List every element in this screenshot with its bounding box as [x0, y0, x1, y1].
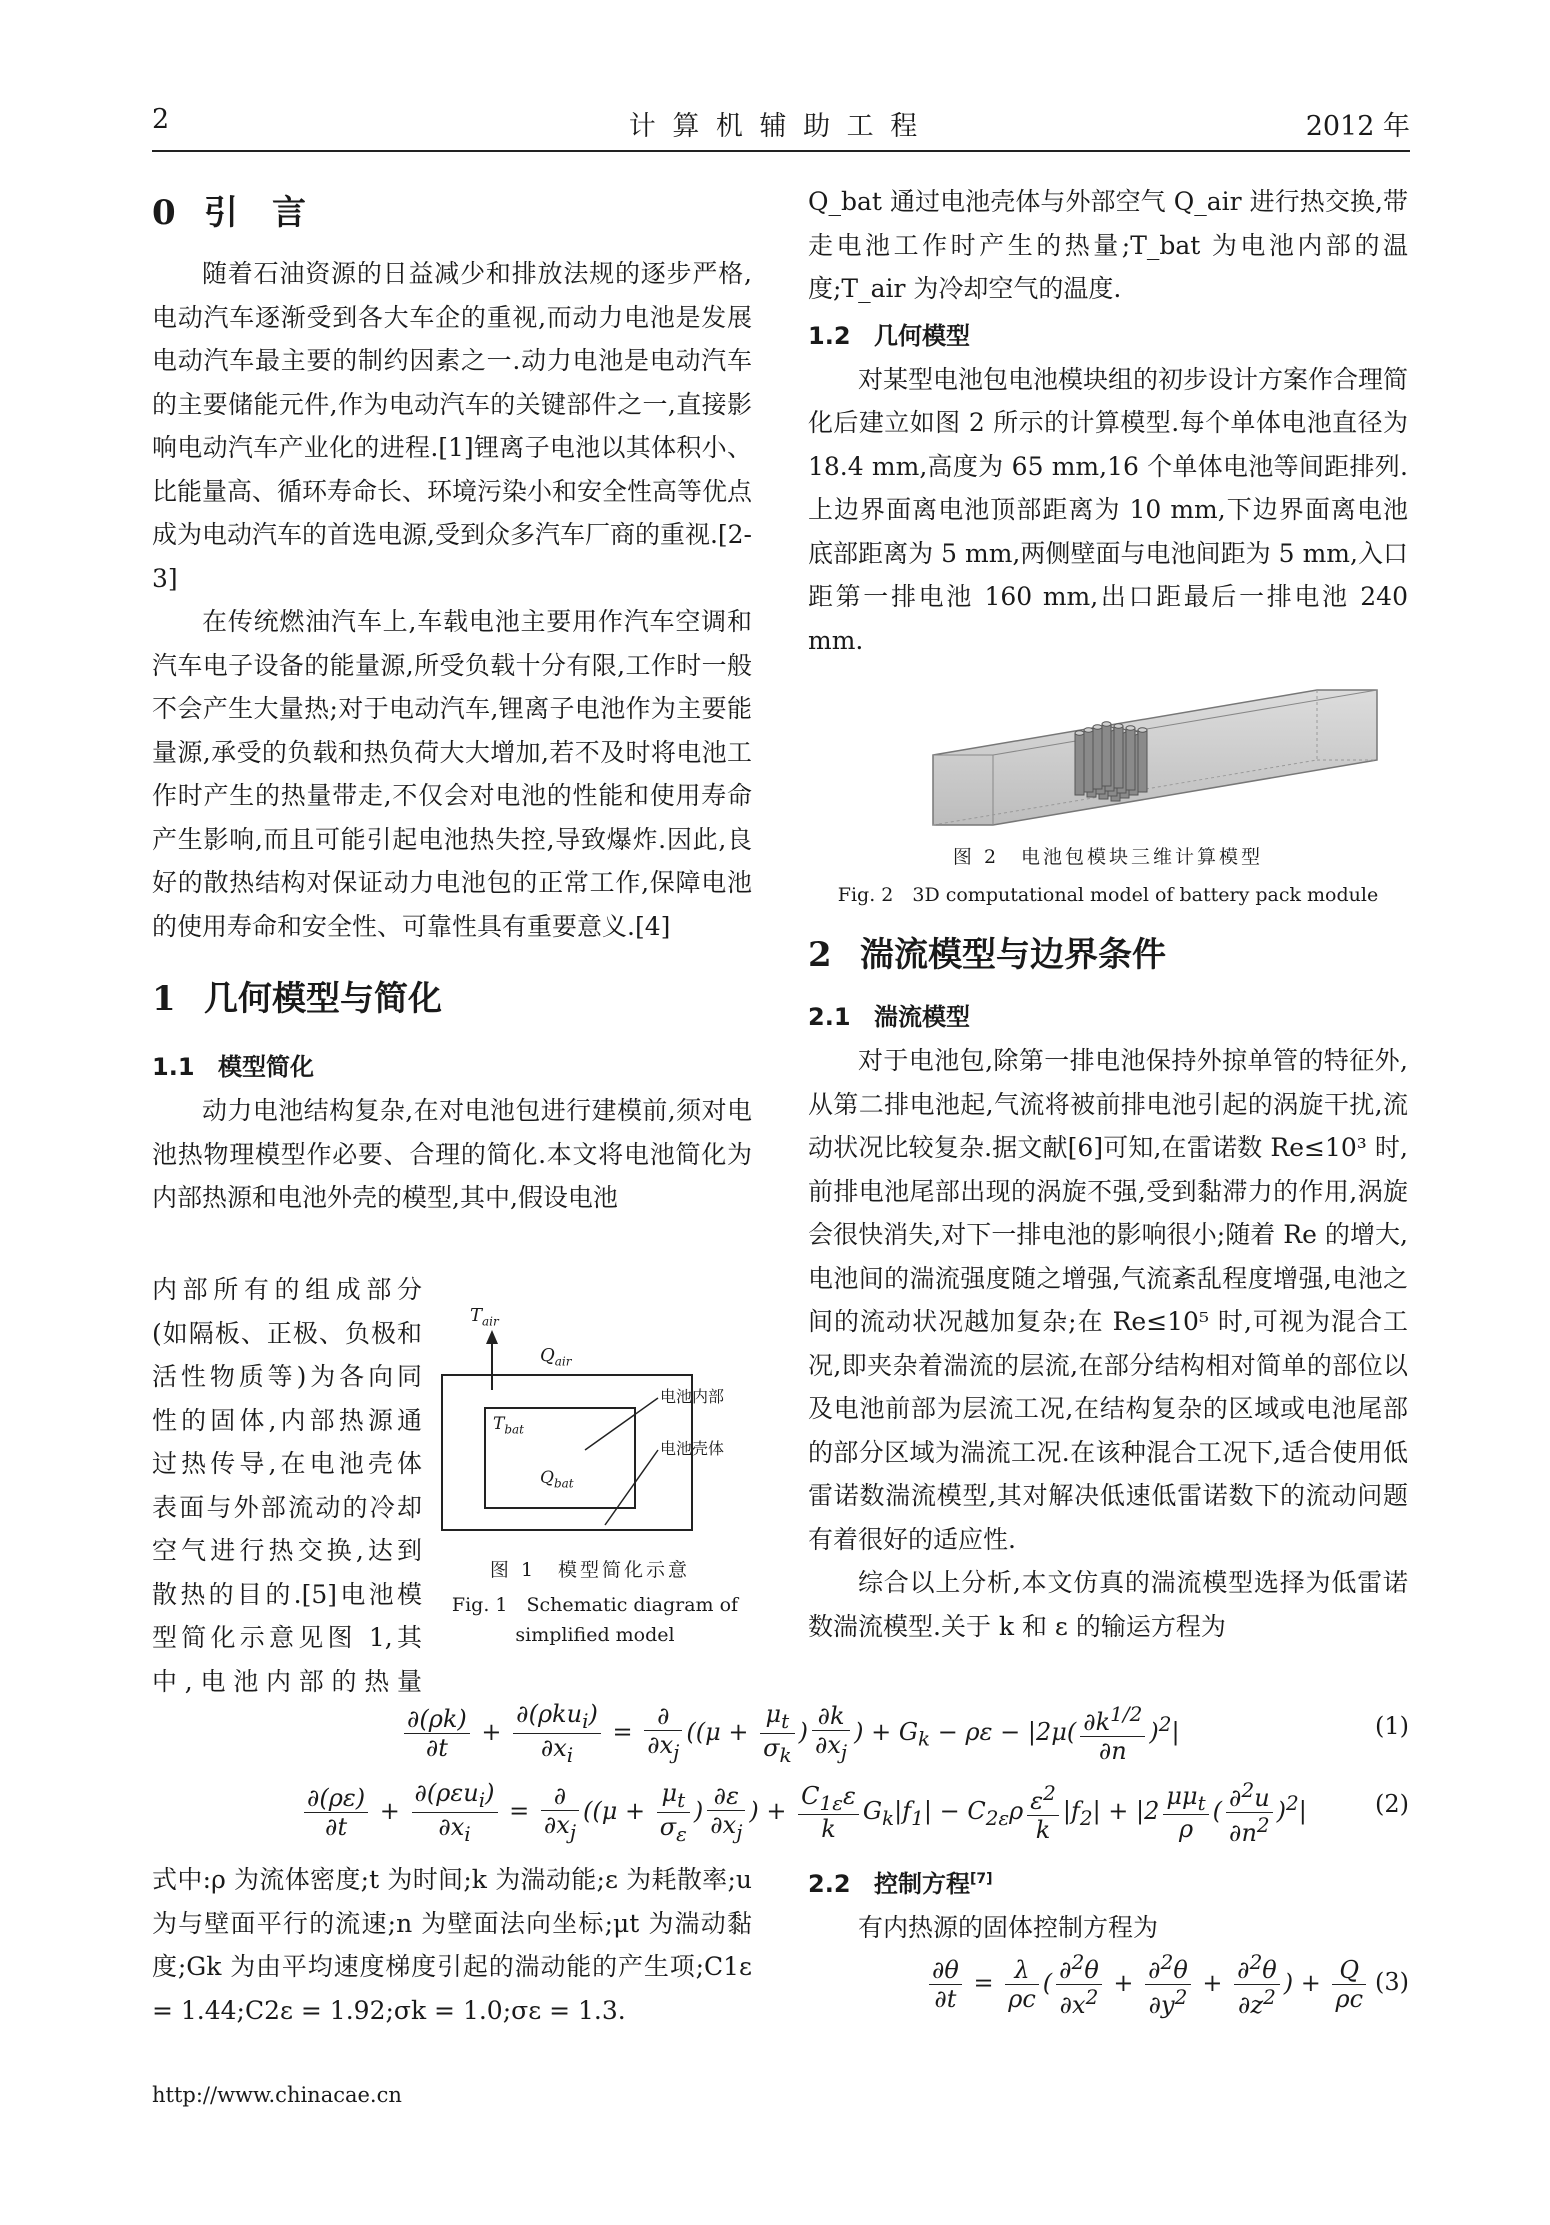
model-simplification-paragraph: 动力电池结构复杂,在对电池包进行建模前,须对电池热物理模型作必要、合理的简化.本文将电池简化为内部热源和电池外壳的模型,其中,假设电池	[152, 1096, 752, 1212]
equation-2: $\frac{\partial(\rho\varepsilon)}{\partial t}$ + $\frac{\partial(\rho\varepsilon u_i)}{\partial x_i}$ = $\frac{\partial}{\partial x_j}$ ((μ + $\frac{\mu_t}{\sigma_\varepsilon}$ ) $\frac{\partial\varepsilon}{\partial x_j}$ ) + $\frac{C_{1\varepsilon}\varepsilon}{k}$ $G_k|f_1| - C_{2\varepsilon}\rho$ $\frac{\varepsilon^2}{k}$ $|f_2| + |2$ $\frac{\mu\mu_t}{\rho}$ ( $\frac{\partial^2u}{\partial n^2}$ )$^2$|	[300, 1778, 1307, 1847]
equation-1-number: (1)	[1375, 1712, 1409, 1740]
equation-3-number: (3)	[1375, 1968, 1409, 1996]
turbulence-summary-paragraph: 综合以上分析,本文仿真的湍流模型选择为低雷诺数湍流模型.关于 k 和 ε 的输运方程为	[808, 1568, 1408, 1641]
solid-control-paragraph: 有内热源的固体控制方程为	[858, 1913, 1159, 1942]
equation-2-number: (2)	[1375, 1790, 1409, 1818]
year: 2012 年	[1305, 111, 1410, 142]
figure-1-caption-cn: 图 1 模型简化示意	[489, 1559, 691, 1581]
right-column-lower	[808, 930, 1408, 1648]
where-paragraph: 式中:ρ 为流体密度;t 为时间;k 为湍动能;ε 为耗散率;u 为与壁面平行的流速;n 为壁面法向坐标;μt 为湍动黏度;Gk 为由平均速度梯度引起的湍动能的产生项;C1ε = 1.44;C2ε = 1.92;σk = 1.0;σε = 1.3.	[152, 1865, 752, 2025]
header-rule	[152, 150, 1410, 152]
battery-cell	[1138, 730, 1147, 792]
t-air-label: $T_{air}$	[470, 1305, 499, 1329]
figure-2-caption-cn: 图 2 电池包模块三维计算模型	[952, 846, 1264, 868]
battery-cell-top	[1075, 731, 1084, 735]
battery-cell-top	[1093, 725, 1102, 729]
page-number: 2	[152, 104, 170, 135]
wrapped-line: 过热传导,在电池壳体	[152, 1449, 422, 1478]
figure-1-caption-en-1: Fig. 1 Schematic diagram of	[451, 1594, 739, 1616]
q-bat-label: $Q_{bat}$	[540, 1468, 574, 1491]
wrapped-line: (如隔板、正极、负极和	[152, 1318, 422, 1348]
section-2-2-heading: 2.2 控制方程[7]	[808, 1870, 993, 1898]
battery-cell	[1126, 728, 1135, 790]
intro-paragraph-1: 随着石油资源的日益减少和排放法规的逐步严格,电动汽车逐渐受到各大车企的重视,而动力电池是发展电动汽车最主要的制约因素之一.动力电池是电动汽车的主要储能元件,作为电动汽车的关键部件之一,直接影响电动汽车产业化的进程.[1]锂离子电池以其体积小、比能量高、循环寿命长、环境污染小和安全性高等优点成为电动汽车的首选电源,受到众多汽车厂商的重视.[2-3]	[152, 259, 753, 593]
footer-url: http://www.chinacae.cn	[152, 2083, 402, 2107]
section-0-heading: 0 引 言	[152, 193, 306, 233]
wrapped-line: 表面与外部流动的冷却	[152, 1492, 422, 1522]
heat-exchange-paragraph: Q_bat 通过电池壳体与外部空气 Q_air 进行热交换,带走电池工作时产生的热量;T_bat 为电池内部的温度;T_air 为冷却空气的温度.	[808, 187, 1408, 303]
section-1-heading: 1 几何模型与简化	[152, 979, 442, 1019]
section-1-1-heading: 1.1 模型简化	[152, 1053, 314, 1081]
equation-1: $\frac{\partial(\rho k)}{\partial t}$ + $\frac{\partial(\rho ku_i)}{\partial x_i}$ = $\frac{\partial}{\partial x_j}$ ((μ + $\frac{\mu_t}{\sigma_k}$ ) $\frac{\partial k}{\partial x_j}$ ) + $G_k - \rho\varepsilon - |2\mu$( $\frac{\partial k^{1/2}}{\partial n}$ )$^2$|	[400, 1700, 1180, 1767]
battery-cell-top	[1138, 728, 1147, 732]
q-air-label: $Q_{air}$	[540, 1345, 572, 1369]
battery-cell-top	[1102, 722, 1111, 726]
battery-inner-label: 电池内部	[660, 1387, 725, 1406]
battery-cell	[1114, 726, 1123, 788]
right-column	[808, 180, 1408, 662]
geometry-paragraph: 对某型电池包电池模块组的初步设计方案作合理简化后建立如图 2 所示的计算模型.每个单体电池直径为 18.4 mm,高度为 65 mm,16 个单体电池等间距排列.上边界面离电池顶部距离为 10 mm,下边界面离电池底部距离为 5 mm,两侧壁面与电池间距为 5 mm,入口距第一排电池 160 mm,出口距最后一排电池 240 mm.	[808, 364, 1409, 655]
figure-1-diagram	[430, 1310, 750, 1540]
t-bat-label: $T_{bat}$	[493, 1414, 525, 1437]
left-column	[152, 188, 752, 1220]
section-2-heading: 2 湍流模型与边界条件	[808, 935, 1166, 975]
battery-cell	[1075, 733, 1084, 795]
wrapped-line: 型简化示意见图 1,其	[152, 1623, 422, 1652]
battery-cells	[1075, 722, 1147, 801]
battery-cell	[1102, 724, 1111, 786]
control-equation-block	[808, 1858, 1408, 1950]
battery-cell	[1084, 730, 1093, 792]
equation-3: $\frac{\partial\theta}{\partial t}$ = $\frac{\lambda}{\rho c}$ ( $\frac{\partial^2\theta}{\partial x^2}$ + $\frac{\partial^2\theta}{\partial y^2}$ + $\frac{\partial^2\theta}{\partial z^2}$ ) + $\frac{Q}{\rho c}$	[925, 1950, 1370, 2019]
wrapped-line: 中,电池内部的热量	[152, 1666, 422, 1696]
battery-cell-top	[1114, 724, 1123, 728]
wrapped-line: 活性物质等)为各向同	[152, 1362, 422, 1391]
figure-1-caption-en-2: simplified model	[515, 1624, 675, 1646]
battery-cell-top	[1126, 726, 1135, 730]
wrapped-text	[152, 1268, 422, 1703]
battery-cell-top	[1084, 728, 1093, 732]
intro-paragraph-2: 在传统燃油汽车上,车载电池主要用作汽车空调和汽车电子设备的能量源,所受负载十分有限,工作时一般不会产生大量热;对于电动汽车,锂离子电池作为主要能量源,承受的负载和热负荷大大增加,若不及时将电池工作时产生的热量带走,不仅会对电池的性能和使用寿命产生影响,而且可能引起电池热失控,导致爆炸.因此,良好的散热结构对保证动力电池包的正常工作,保障电池的使用寿命和安全性、可靠性具有重要意义.[4]	[152, 607, 752, 941]
battery-cell	[1093, 727, 1102, 789]
wrapped-line: 空气进行热交换,达到	[152, 1536, 422, 1565]
battery-shell-label: 电池壳体	[660, 1439, 725, 1458]
section-1-2-heading: 1.2 几何模型	[808, 321, 970, 350]
wrapped-line: 内部所有的组成部分	[152, 1275, 422, 1304]
journal-title: 计 算 机 辅 助 工 程	[628, 111, 922, 142]
section-2-1-heading: 2.1 湍流模型	[808, 1003, 970, 1031]
turbulence-paragraph: 对于电池包,除第一排电池保持外掠单管的特征外,从第二排电池起,气流将被前排电池引起的涡旋干扰,流动状况比较复杂.据文献[6]可知,在雷诺数 Re≤10³ 时,前排电池尾部出现的涡旋不强,受到黏滞力的作用,涡旋会很快消失,对下一排电池的影响很小;随着 Re 的增大,电池间的湍流强度随之增强,气流紊乱程度增强,电池之间的流动状况越加复杂;在 Re≤10⁵ 时,可视为混合工况,即夹杂着湍流的层流,在部分结构相对简单的部位以及电池前部为层流工况,在结构复杂的区域或电池尾部的部分区域为湍流工况.在该种混合工况下,适合使用低雷诺数湍流模型,其对解决低速低雷诺数下的流动问题有着很好的适应性.	[808, 1046, 1408, 1554]
wrapped-line: 性的固体,内部热源通	[152, 1405, 422, 1435]
wrapped-line: 散热的目的.[5]电池模	[152, 1579, 422, 1609]
figure-2-model	[925, 680, 1385, 840]
figure-2-caption-en: Fig. 2 3D computational model of battery pack module	[837, 884, 1379, 906]
